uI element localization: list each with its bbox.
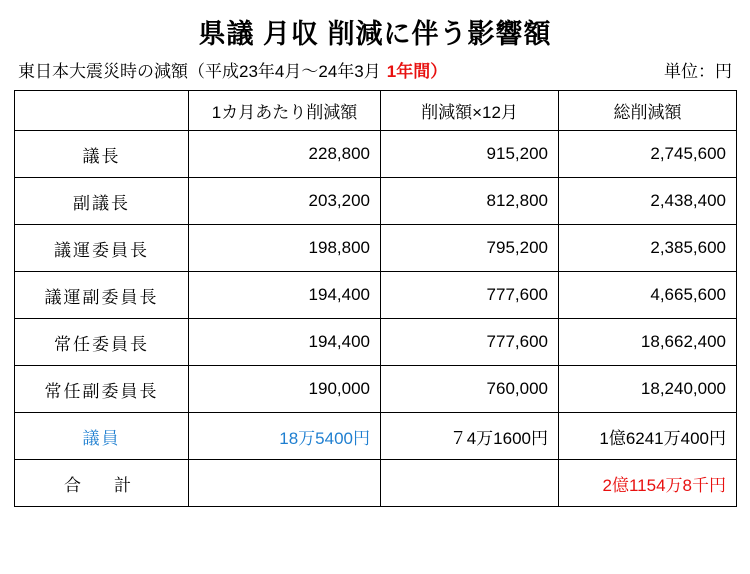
row-label: 議長 <box>15 131 189 178</box>
row-label: 副議長 <box>15 178 189 225</box>
column-header-total: 総削減額 <box>559 91 737 131</box>
row-total: 2,385,600 <box>559 225 737 272</box>
row-yearly: ７4万1600円 <box>381 413 559 460</box>
row-yearly: 915,200 <box>381 131 559 178</box>
column-header-blank <box>15 91 189 131</box>
table-row <box>15 272 737 319</box>
sum-total: 2億1154万8千円 <box>559 460 737 507</box>
row-monthly: 18万5400円 <box>189 413 381 460</box>
row-label: 議運委員長 <box>15 225 189 272</box>
subtitle-main: 東日本大震災時の減額（平成23年4月～24年3月 <box>18 62 381 81</box>
page-title: 県議 月収 削減に伴う影響額 <box>198 19 552 49</box>
row-label: 議員 <box>15 413 189 460</box>
table-row <box>15 319 737 366</box>
row-total: 4,665,600 <box>559 272 737 319</box>
unit-note: 単位：円 <box>664 62 732 81</box>
table-row <box>15 131 737 178</box>
sum-yearly <box>381 460 559 507</box>
row-label: 議運副委員長 <box>15 272 189 319</box>
row-monthly: 228,800 <box>189 131 381 178</box>
sum-label: 合 計 <box>15 460 189 507</box>
table-sum-row <box>15 460 737 507</box>
row-total: 2,745,600 <box>559 131 737 178</box>
row-total: 1億6241万400円 <box>559 413 737 460</box>
table-row-highlighted <box>15 413 737 460</box>
row-total: 18,662,400 <box>559 319 737 366</box>
row-yearly: 812,800 <box>381 178 559 225</box>
column-header-yearly: 削減額×12月 <box>381 91 559 131</box>
row-monthly: 190,000 <box>189 366 381 413</box>
document-page <box>0 12 750 574</box>
row-yearly: 777,600 <box>381 272 559 319</box>
sum-monthly <box>189 460 381 507</box>
reduction-table <box>14 90 737 507</box>
column-header-monthly: 1カ月あたり削減額 <box>189 91 381 131</box>
row-label: 常任委員長 <box>15 319 189 366</box>
row-monthly: 194,400 <box>189 319 381 366</box>
subtitle-row <box>18 57 732 82</box>
row-yearly: 760,000 <box>381 366 559 413</box>
subtitle-highlight: 1年間） <box>386 62 448 81</box>
row-monthly: 203,200 <box>189 178 381 225</box>
table-row <box>15 366 737 413</box>
row-total: 2,438,400 <box>559 178 737 225</box>
row-yearly: 777,600 <box>381 319 559 366</box>
row-yearly: 795,200 <box>381 225 559 272</box>
row-total: 18,240,000 <box>559 366 737 413</box>
table-row <box>15 178 737 225</box>
table-row <box>15 225 737 272</box>
table-header-row <box>15 91 737 131</box>
row-label: 常任副委員長 <box>15 366 189 413</box>
row-monthly: 194,400 <box>189 272 381 319</box>
row-monthly: 198,800 <box>189 225 381 272</box>
subtitle-text <box>18 57 447 82</box>
